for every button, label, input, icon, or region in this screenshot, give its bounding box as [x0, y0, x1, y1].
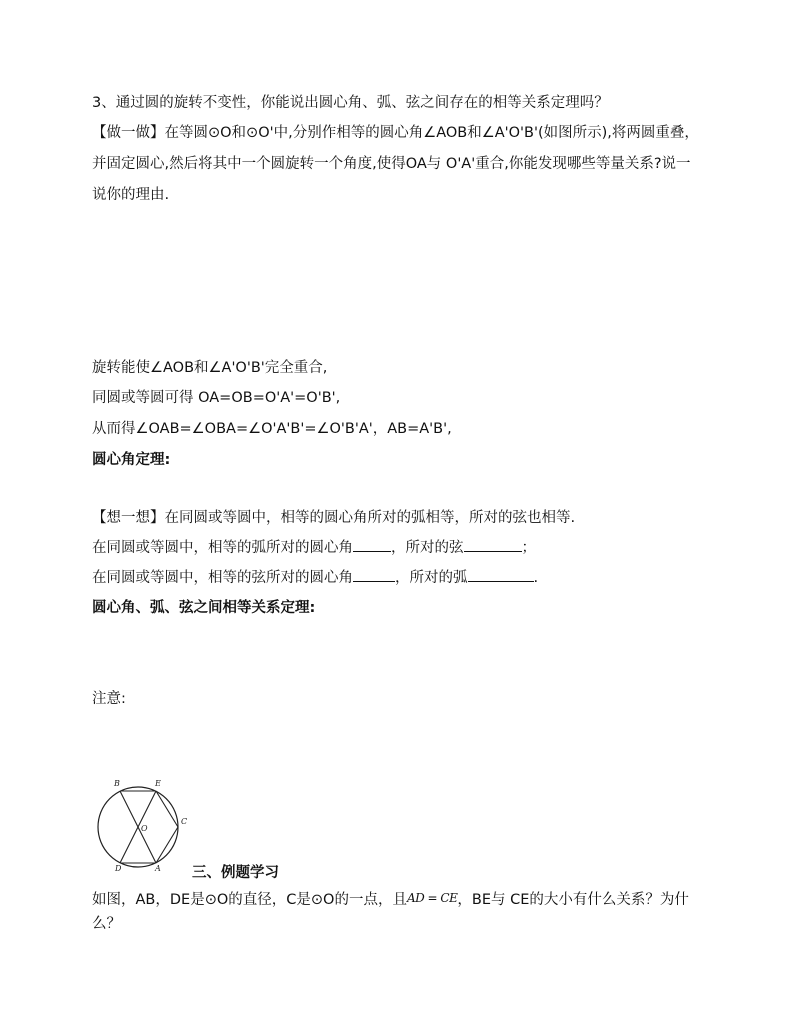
relation-theorem-label: 圆心角、弧、弦之间相等关系定理:: [92, 600, 316, 616]
example-question-part-1: 如图，AB，DE是⊙O的直径，C是⊙O的一点，且: [92, 892, 407, 908]
example-section-title: 三、例题学习: [192, 865, 279, 881]
zuoyizuo-label: 【做一做】: [92, 125, 165, 141]
label-b: B: [114, 779, 120, 788]
fill-line-1-end: ；: [521, 540, 536, 556]
label-e: E: [155, 779, 161, 788]
circle-diagram: [92, 772, 192, 872]
reasoning-line-1: 旋转能使∠AOB和∠A'O'B'完全重合,: [92, 360, 328, 376]
label-d: D: [115, 864, 122, 872]
reasoning-line-2: 同圆或等圆可得 OA=OB=O'A'=O'B',: [92, 390, 341, 406]
zuoyizuo-text: 在等圆⊙O和⊙O'中,分别作相等的圆心角∠AOB和∠A'O'B'(如图所示),将两圆重叠，并固定圆心,然后将其中一个圆旋转一个角度,使得OA与 O'A'重合,你能发现哪些等量关系?说一说你的理由.: [92, 125, 699, 203]
label-o: O: [141, 824, 148, 833]
arc-equality: AD = CE: [406, 891, 458, 905]
chord-ec: [156, 791, 178, 827]
fill-blank-line-1: [92, 537, 536, 559]
blank-arc-2[interactable]: [468, 567, 534, 582]
xiangyixiang-label: 【想一想】: [92, 510, 165, 526]
zuoyizuo-paragraph: [92, 118, 704, 211]
fill-blank-line-2: [92, 567, 538, 589]
fill-line-1-part-b: ，所对的弦: [391, 540, 464, 556]
xiangyixiang-line: [92, 507, 575, 529]
fill-line-2-part-b: ，所对的弧: [395, 570, 468, 586]
reasoning-line-3: 从而得∠OAB=∠OBA=∠O'A'B'=∠O'B'A'，AB=A'B',: [92, 421, 452, 437]
fill-line-1-part-a: 在同圆或等圆中，相等的弧所对的圆心角: [92, 540, 353, 556]
blank-angle-2[interactable]: [353, 567, 395, 582]
question-3-title: 3、通过圆的旋转不变性，你能说出圆心角、弧、弦之间存在的相等关系定理吗？: [92, 95, 609, 111]
example-question-part-2: ，BE与 CE的大小有什么关系？为什么？: [92, 892, 689, 932]
fill-line-2-end: .: [533, 570, 539, 586]
fill-line-2-part-a: 在同圆或等圆中，相等的弦所对的圆心角: [92, 570, 353, 586]
blank-angle-1[interactable]: [353, 537, 391, 552]
xiangyixiang-text: 在同圆或等圆中，相等的圆心角所对的弧相等，所对的弦也相等.: [164, 510, 576, 526]
chord-ca: [156, 827, 178, 863]
label-a: A: [155, 864, 161, 872]
note-label: 注意:: [92, 691, 126, 707]
example-question: [92, 888, 704, 936]
label-c: C: [181, 817, 188, 826]
blank-chord-1[interactable]: [464, 537, 522, 552]
central-angle-theorem-label: 圆心角定理:: [92, 452, 171, 468]
